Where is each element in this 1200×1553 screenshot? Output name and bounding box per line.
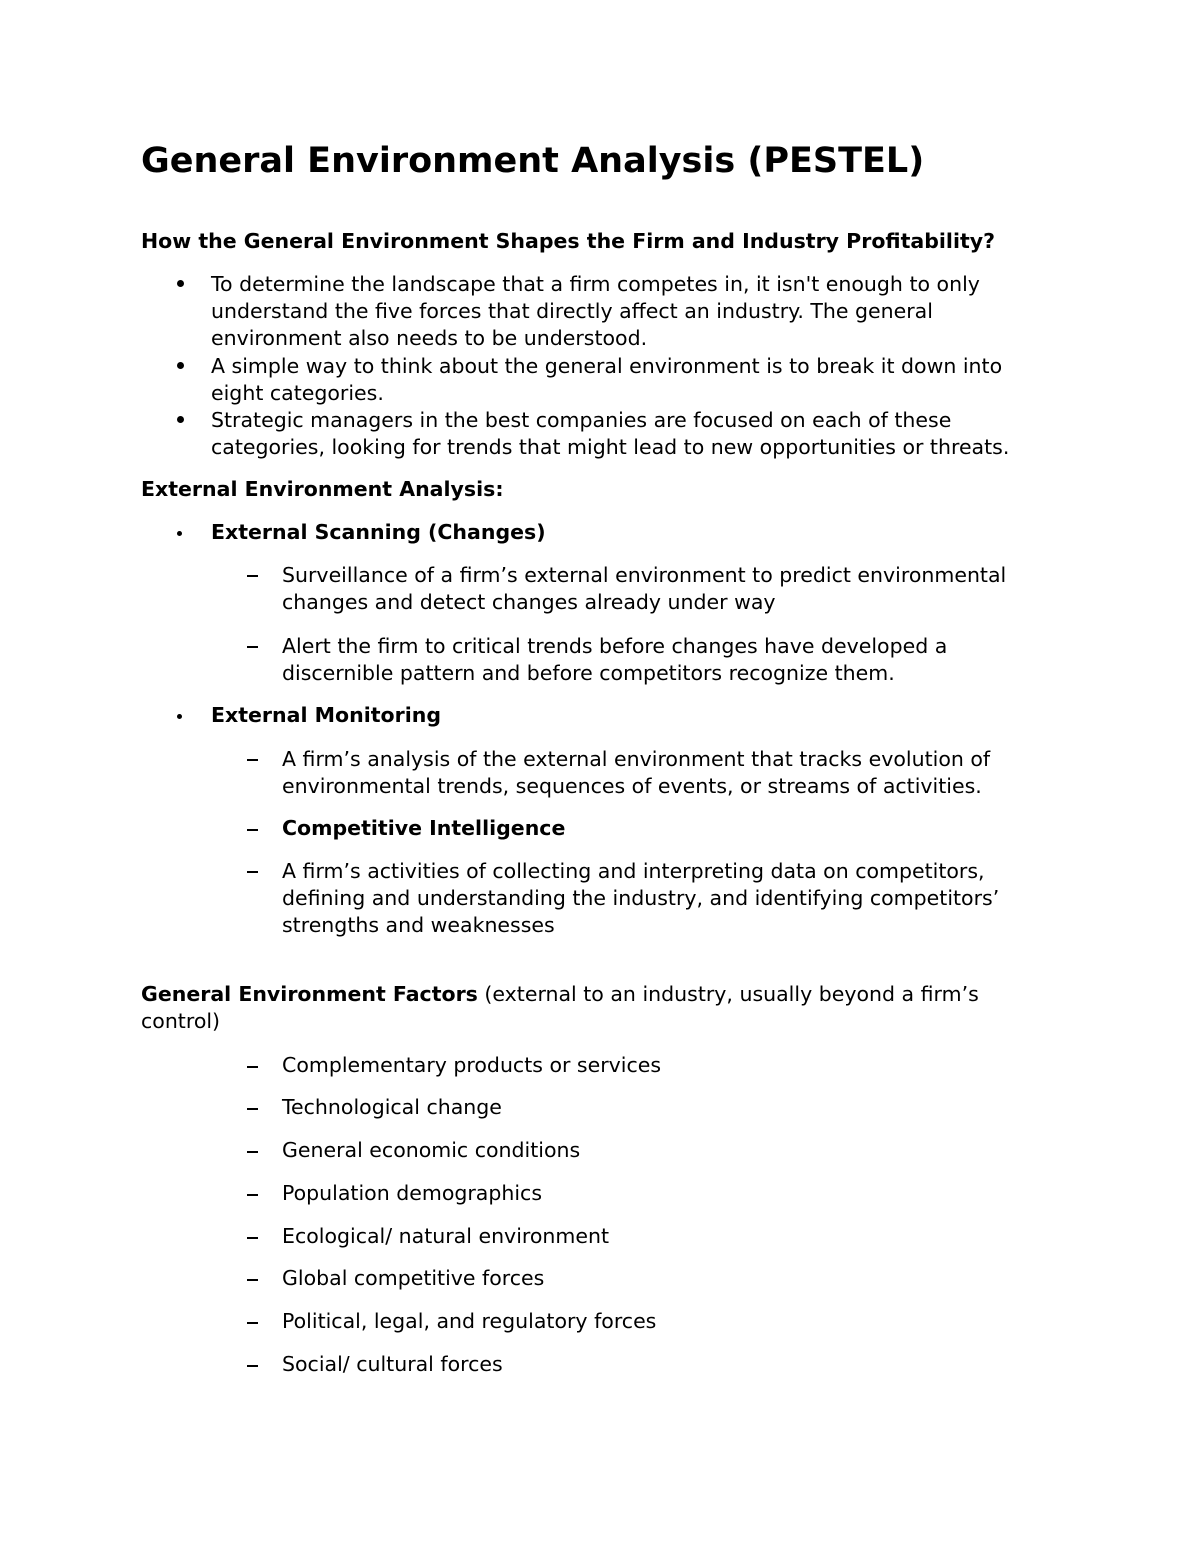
factor-item: General economic conditions	[282, 1138, 581, 1162]
bullet-2-line-2: eight categories.	[211, 381, 384, 405]
bullet-1-line-3: environment also needs to be understood.	[211, 326, 648, 350]
bullet-1-line-2: understand the five forces that directly affect an industry. The general	[211, 299, 933, 323]
factor-item: Complementary products or services	[282, 1053, 662, 1077]
scanning-item-2-line-2: discernible pattern and before competitors recognize them.	[282, 661, 895, 685]
bullet-icon	[177, 280, 184, 287]
bullet-icon	[177, 531, 182, 536]
monitoring-item-2-line-2: defining and understanding the industry, and identifying competitors’	[282, 886, 1000, 910]
monitoring-item-1-line-2: environmental trends, sequences of events, or streams of activities.	[282, 774, 982, 798]
bullet-1-line-1: To determine the landscape that a firm competes in, it isn't enough to only	[211, 272, 980, 296]
dash-icon	[247, 829, 258, 831]
factor-item: Ecological/ natural environment	[282, 1224, 610, 1248]
dash-icon	[247, 1365, 258, 1367]
dash-icon	[247, 575, 258, 577]
page-title: General Environment Analysis (PESTEL)	[141, 141, 925, 181]
section-heading-profitability: How the General Environment Shapes the Firm and Industry Profitability?	[141, 229, 996, 253]
scanning-item-1-line-2: changes and detect changes already under way	[282, 590, 776, 614]
factor-item: Social/ cultural forces	[282, 1352, 503, 1376]
external-monitoring-label: External Monitoring	[211, 703, 442, 727]
dash-icon	[247, 1151, 258, 1153]
dash-icon	[247, 1194, 258, 1196]
section-heading-external-analysis: External Environment Analysis:	[141, 477, 504, 501]
factor-item: Technological change	[282, 1095, 502, 1119]
general-factors-line-2: control)	[141, 1009, 221, 1033]
external-scanning-label: External Scanning (Changes)	[211, 520, 546, 544]
dash-icon	[247, 1237, 258, 1239]
dash-icon	[247, 759, 258, 761]
bullet-icon	[177, 362, 184, 369]
monitoring-item-2-line-1: A firm’s activities of collecting and interpreting data on competitors,	[282, 859, 985, 883]
bullet-2-line-1: A simple way to think about the general environment is to break it down into	[211, 354, 1003, 378]
bullet-icon	[177, 416, 184, 423]
dash-icon	[247, 1108, 258, 1110]
competitive-intelligence-label: Competitive Intelligence	[282, 816, 566, 840]
general-factors-rest: (external to an industry, usually beyond a firm’s	[477, 982, 979, 1006]
factor-item: Political, legal, and regulatory forces	[282, 1309, 657, 1333]
dash-icon	[247, 1322, 258, 1324]
scanning-item-1-line-1: Surveillance of a firm’s external environment to predict environmental	[282, 563, 1007, 587]
factor-item: Global competitive forces	[282, 1266, 545, 1290]
section-heading-general-factors	[141, 981, 979, 1008]
dash-icon	[247, 646, 258, 648]
general-factors-bold: General Environment Factors	[141, 982, 478, 1006]
bullet-3-line-1: Strategic managers in the best companies are focused on each of these	[211, 408, 952, 432]
scanning-item-2-line-1: Alert the firm to critical trends before changes have developed a	[282, 634, 948, 658]
bullet-3-line-2: categories, looking for trends that might lead to new opportunities or threats.	[211, 435, 1010, 459]
factor-item: Population demographics	[282, 1181, 543, 1205]
bullet-icon	[177, 714, 182, 719]
dash-icon	[247, 1066, 258, 1068]
dash-icon	[247, 871, 258, 873]
monitoring-item-2-line-3: strengths and weaknesses	[282, 913, 555, 937]
monitoring-item-1-line-1: A firm’s analysis of the external environment that tracks evolution of	[282, 747, 991, 771]
dash-icon	[247, 1279, 258, 1281]
